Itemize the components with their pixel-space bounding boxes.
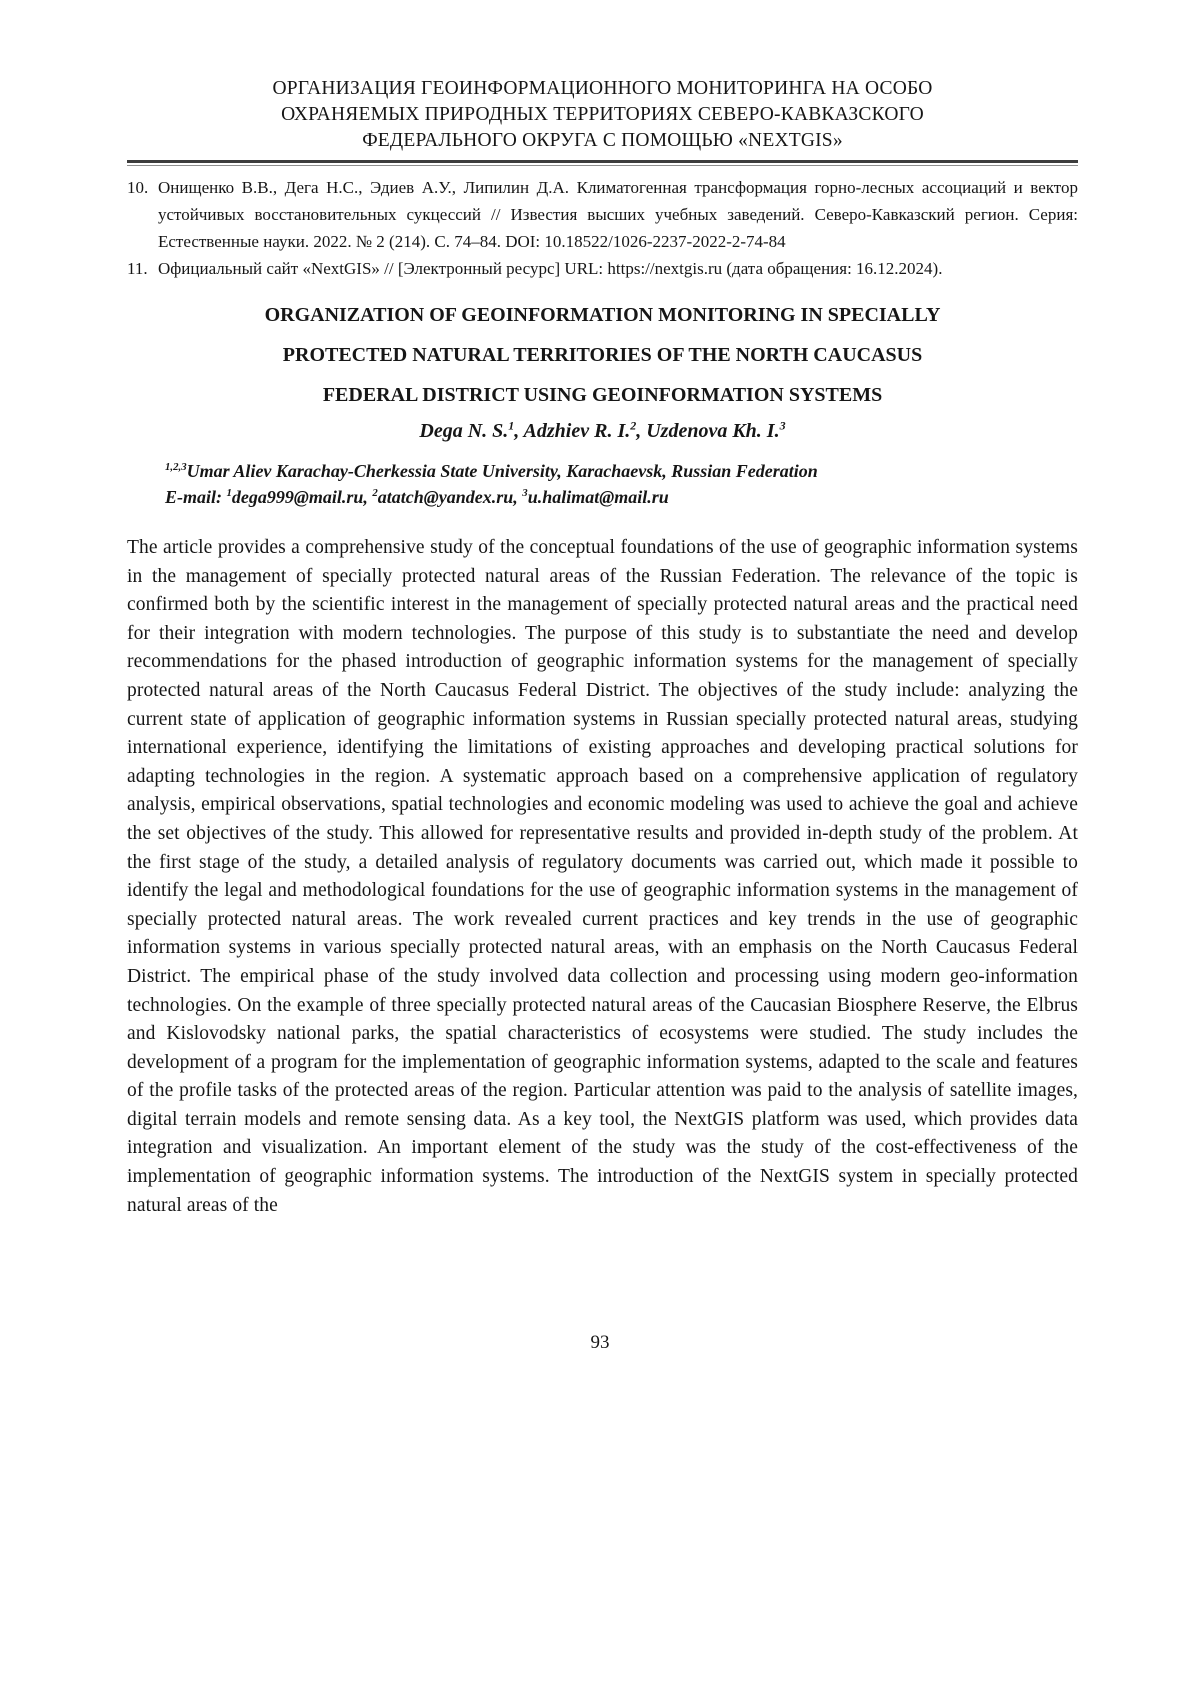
- page-number: 93: [590, 1332, 610, 1353]
- author-separator: ,: [514, 420, 524, 442]
- abstract-paragraph: The article provides a comprehensive study of the conceptual foundations of the use of geographic information systems in the management of specially protected natural areas of the Russian Federation. The relevance of the topic is confirmed both by the scientific interest in the management of specially protected natural areas and the practical need for their integration with modern technologies. The purpose of this study is to substantiate the need and develop recommendations for the phased introduction of geographic information systems for the management of specially protected natural areas of the North Caucasus Federal District. The objectives of the study include: analyzing the current state of application of geographic information systems in Russian specially protected natural areas, studying international experience, identifying the limitations of existing approaches and developing practical solutions for adapting technologies in the region. A systematic approach based on a comprehensive application of regulatory analysis, empirical observations, spatial technologies and economic modeling was used to achieve the goal and achieve the set objectives of the study. This allowed for representative results and provided in-depth study of the problem. At the first stage of the study, a detailed analysis of regulatory documents was carried out, which made it possible to identify the legal and methodological foundations for the use of geographic information systems in the management of specially protected natural areas. The work revealed current practices and key trends in the use of geographic information systems in various specially protected natural areas, with an emphasis on the North Caucasus Federal District. The empirical phase of the study involved data collection and processing using modern geo-information technologies. On the example of three specially protected natural areas of the Caucasian Biosphere Reserve, the Elbrus and Kislovodsky national parks, the spatial characteristics of ecosystems were studied. The study includes the development of a program for the implementation of geographic information systems, adapted to the scale and features of the profile tasks of the protected areas of the region. Particular attention was paid to the analysis of satellite images, digital terrain models and remote sensing data. As a key tool, the NextGIS platform was used, which provides data integration and visualization. An important element of the study was the study of the cost-effectiveness of the implementation of geographic information systems. The introduction of the NextGIS system in specially protected natural areas of the: [127, 537, 1078, 1216]
- email-line: [165, 484, 1078, 510]
- reference-number: 10.: [127, 178, 149, 197]
- russian-title: [127, 76, 1078, 154]
- affiliation-line: [165, 458, 1078, 484]
- email-address: dega999@mail.ru: [231, 487, 364, 507]
- author-superscript: 2: [630, 418, 637, 433]
- reference-item-11: [127, 255, 1078, 282]
- email-superscript: 1: [226, 487, 232, 499]
- reference-number: 11.: [127, 259, 148, 278]
- english-title-line-1: ORGANIZATION OF GEOINFORMATION MONITORING IN SPECIALLY: [264, 304, 941, 326]
- reference-text: Онищенко В.В., Дега Н.С., Эдиев А.У., Липилин Д.А. Климатогенная трансформация горно-лесных ассоциаций и вектор устойчивых восстановительных сукцессий // Известия высших учебных заведений. Северо-Кавказский регион. Серия: Естественные науки. 2022. № 2 (214). С. 74–84. DOI: 10.18522/1026-2237-2022-2-74-84: [158, 178, 1078, 251]
- author-superscript: 3: [779, 418, 786, 433]
- author-separator: ,: [636, 420, 647, 442]
- email-address: u.halimat@mail.ru: [527, 487, 669, 507]
- authors-line: [127, 419, 1078, 443]
- author-name: Dega N. S.: [419, 420, 509, 442]
- reference-text: Официальный сайт «NextGIS» // [Электронный ресурс] URL: https://nextgis.ru (дата обращения: 16.12.2024).: [158, 259, 943, 278]
- russian-title-line-3: ФЕДЕРАЛЬНОГО ОКРУГА С ПОМОЩЬЮ «NEXTGIS»: [362, 130, 843, 151]
- english-title-line-2: PROTECTED NATURAL TERRITORIES OF THE NORTH CAUCASUS: [282, 344, 923, 366]
- email-separator: ,: [513, 487, 523, 507]
- references-list: [127, 174, 1078, 282]
- author-superscript: 1: [508, 418, 515, 433]
- email-address: atatch@yandex.ru: [377, 487, 514, 507]
- affiliation-superscript: 1,2,3: [165, 461, 187, 473]
- affiliation-block: [127, 458, 1078, 510]
- author-name: Adzhiev R. I.: [523, 420, 631, 442]
- email-separator: ,: [363, 487, 373, 507]
- russian-title-line-1: ОРГАНИЗАЦИЯ ГЕОИНФОРМАЦИОННОГО МОНИТОРИНГА НА ОСОБО: [272, 78, 933, 99]
- russian-title-line-2: ОХРАНЯЕМЫХ ПРИРОДНЫХ ТЕРРИТОРИЯХ СЕВЕРО-КАВКАЗСКОГО: [281, 104, 924, 125]
- reference-item-10: [127, 174, 1078, 255]
- email-label: E-mail:: [165, 487, 227, 507]
- email-superscript: 2: [372, 487, 378, 499]
- title-rule: [127, 160, 1078, 166]
- author-name: Uzdenova Kh. I.: [646, 420, 780, 442]
- affiliation-text: Umar Aliev Karachay-Cherkessia State University, Karachaevsk, Russian Federation: [186, 461, 818, 481]
- email-superscript: 3: [522, 487, 528, 499]
- english-title-line-3: FEDERAL DISTRICT USING GEOINFORMATION SYSTEMS: [322, 384, 883, 406]
- english-title: [127, 304, 1078, 407]
